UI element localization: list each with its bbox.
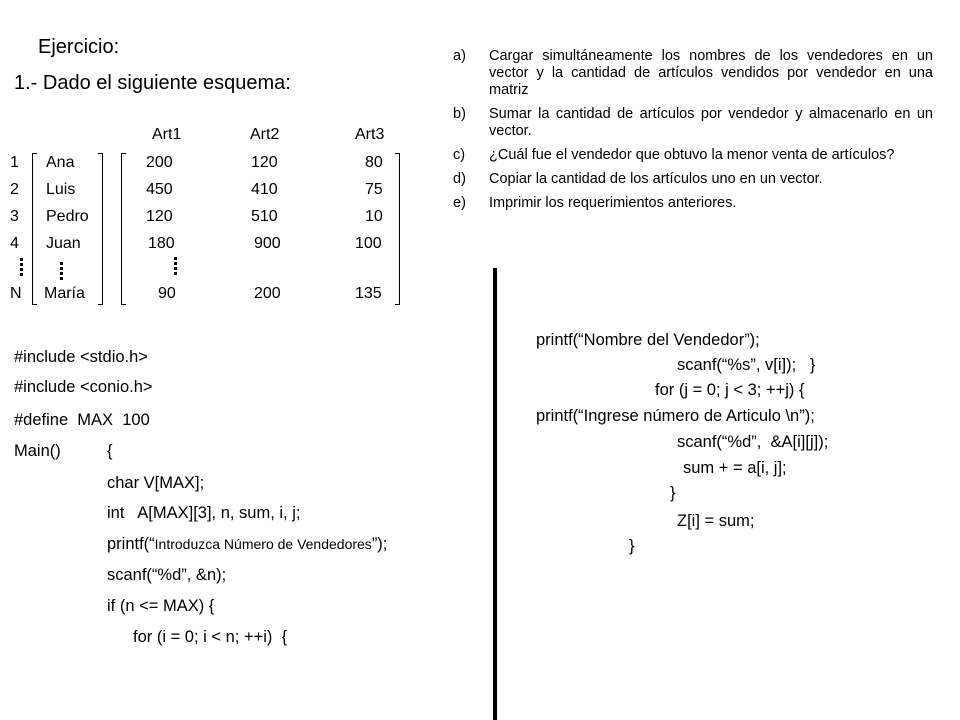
matrix-bracket-right — [395, 153, 400, 305]
vector-bracket-left — [32, 153, 37, 305]
seller-name: Ana — [46, 154, 75, 171]
code-line: scanf(“%d”, &n); — [107, 566, 227, 584]
row-index: 1 — [10, 154, 19, 171]
code-line: for (i = 0; i < n; ++i) { — [133, 628, 288, 646]
code-line: #define MAX 100 — [14, 411, 150, 429]
list-item — [453, 147, 933, 164]
table-cell: 200 — [146, 154, 173, 171]
table-cell: 180 — [148, 235, 175, 252]
table-cell: 80 — [365, 154, 383, 171]
code-line: Z[i] = sum; — [677, 512, 755, 530]
code-line: scanf(“%s”, v[i]); } — [677, 356, 816, 374]
code-line: } — [670, 484, 676, 502]
code-line: scanf(“%d”, &A[i][j]); — [677, 433, 829, 451]
list-item — [453, 106, 933, 140]
seller-name: Juan — [46, 235, 81, 252]
code-line: #include <conio.h> — [14, 378, 153, 396]
row-index: N — [10, 285, 22, 302]
list-text: ¿Cuál fue el vendedor que obtuvo la menor venta de artículos? — [489, 147, 895, 163]
column-header-art3: Art3 — [355, 126, 385, 143]
list-label: d) — [453, 171, 466, 187]
code-line: } — [629, 537, 635, 555]
list-label: e) — [453, 195, 466, 211]
code-string: Introduzca Número de Vendedores — [154, 536, 372, 552]
list-item — [453, 171, 933, 188]
ellipsis-dots — [60, 262, 63, 282]
seller-name: María — [44, 285, 85, 302]
matrix-bracket-left — [121, 153, 126, 305]
table-cell: 120 — [146, 208, 173, 225]
table-cell: 200 — [254, 285, 281, 302]
list-text: Imprimir los requerimientos anteriores. — [489, 195, 737, 211]
vector-bracket-right — [98, 153, 103, 305]
table-cell: 135 — [355, 285, 382, 302]
row-index: 4 — [10, 235, 19, 252]
list-item — [453, 48, 933, 99]
code-line: int A[MAX][3], n, sum, i, j; — [107, 504, 301, 522]
code-line: printf(“Ingrese número de Articulo \n”); — [536, 407, 815, 425]
code-line: for (j = 0; j < 3; ++j) { — [655, 381, 805, 399]
list-text: Copiar la cantidad de los artículos uno en un vector. — [489, 171, 823, 187]
code-line: Main() — [14, 442, 61, 460]
table-cell: 10 — [365, 208, 383, 225]
code-line — [107, 535, 387, 554]
seller-name: Pedro — [46, 208, 89, 225]
table-cell: 75 — [365, 181, 383, 198]
list-text: Sumar la cantidad de artículos por vendedor y almacenarlo en un vector. — [489, 106, 933, 139]
table-cell: 90 — [158, 285, 176, 302]
code-line: sum + = a[i, j]; — [683, 459, 787, 477]
list-label: b) — [453, 106, 466, 122]
row-index: 3 — [10, 208, 19, 225]
table-cell: 510 — [251, 208, 278, 225]
requirements-list — [453, 48, 933, 219]
code-fragment: ”); — [371, 535, 388, 553]
exercise-heading: Ejercicio: — [38, 36, 120, 58]
table-cell: 120 — [251, 154, 278, 171]
ellipsis-dots — [174, 257, 177, 277]
seller-name: Luis — [46, 181, 76, 198]
column-divider — [493, 268, 497, 720]
code-line: { — [107, 442, 113, 460]
table-cell: 450 — [146, 181, 173, 198]
code-line: printf(“Nombre del Vendedor”); — [536, 331, 760, 349]
list-label: c) — [453, 147, 466, 163]
code-fragment: printf(“ — [107, 535, 155, 553]
row-index: 2 — [10, 181, 19, 198]
list-label: a) — [453, 48, 466, 64]
list-text: Cargar simultáneamente los nombres de los vendedores en un vector y la cantidad de artículos vendidos por vendedor en una matriz — [489, 48, 933, 98]
list-item — [453, 195, 933, 212]
table-cell: 410 — [251, 181, 278, 198]
code-line: if (n <= MAX) { — [107, 597, 215, 615]
ellipsis-dots — [20, 258, 23, 278]
column-header-art2: Art2 — [250, 126, 280, 143]
exercise-statement: 1.- Dado el siguiente esquema: — [14, 72, 291, 94]
code-line: #include <stdio.h> — [14, 348, 148, 366]
table-cell: 900 — [254, 235, 281, 252]
code-line: char V[MAX]; — [107, 474, 205, 492]
column-header-art1: Art1 — [152, 126, 182, 143]
table-cell: 100 — [355, 235, 382, 252]
